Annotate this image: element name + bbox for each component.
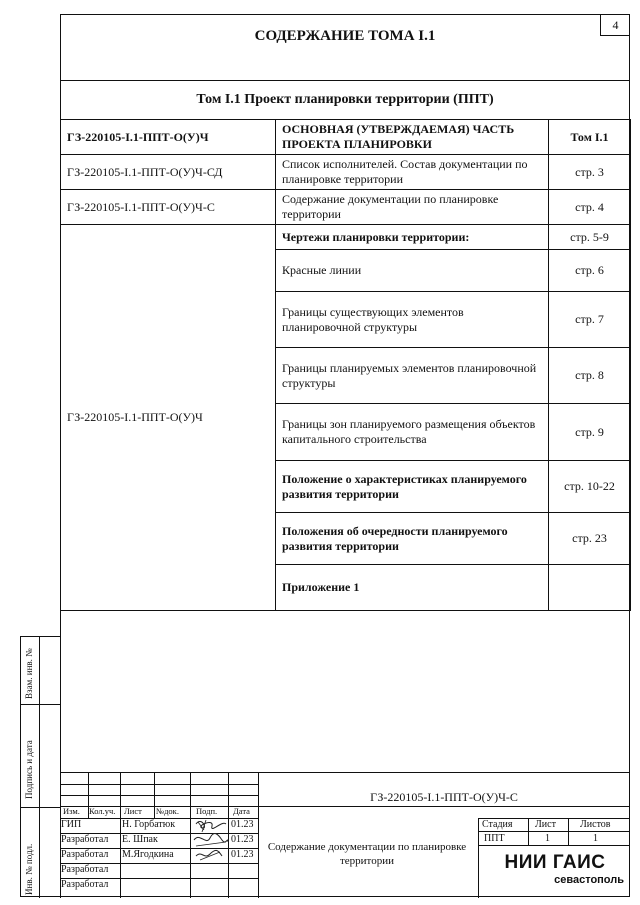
row-name: Красные линии bbox=[276, 250, 549, 292]
row-page: стр. 9 bbox=[549, 404, 631, 461]
row-name: Положение о характеристиках планируемого развития территории bbox=[276, 461, 549, 513]
tb-person: Н. Горбатюк bbox=[122, 819, 176, 830]
side-label-signature-date: Подпись и дата bbox=[24, 740, 34, 799]
row-page: стр. 23 bbox=[549, 513, 631, 565]
tb-role: Разработал bbox=[61, 864, 109, 875]
tb-header-kol: Кол.уч. bbox=[89, 806, 116, 816]
row-code: ГЗ-220105-I.1-ППТ-О(У)Ч-С bbox=[61, 190, 276, 225]
header-page: Том I.1 bbox=[549, 120, 631, 155]
header-name: ОСНОВНАЯ (УТВЕРЖДАЕМАЯ) ЧАСТЬ ПРОЕКТА ПЛАНИРОВКИ bbox=[276, 120, 549, 155]
document-title: СОДЕРЖАНИЕ ТОМА I.1 bbox=[254, 28, 436, 44]
row-page: стр. 8 bbox=[549, 348, 631, 404]
table-header-row bbox=[61, 120, 631, 155]
row-name: Чертежи планировки территории: bbox=[276, 225, 549, 250]
table-row bbox=[61, 225, 631, 250]
row-page: стр. 3 bbox=[549, 155, 631, 190]
row-name: Границы планируемых элементов планировочной структуры bbox=[276, 348, 549, 404]
contents-table bbox=[60, 119, 631, 611]
tb-header-list: Лист bbox=[124, 806, 142, 816]
tb-role: Разработал bbox=[61, 879, 109, 890]
tb-role: Разработал bbox=[61, 834, 109, 845]
group-code: ГЗ-220105-I.1-ППТ-О(У)Ч bbox=[61, 225, 276, 611]
divider bbox=[60, 80, 630, 81]
header-code: ГЗ-220105-I.1-ППТ-О(У)Ч bbox=[61, 120, 276, 155]
volume-title: Том I.1 Проект планировки территории (ППТ) bbox=[196, 92, 494, 107]
row-name: Содержание документации по планировке территории bbox=[276, 190, 549, 225]
tb-sheet-label: Лист bbox=[535, 819, 556, 830]
side-stamp bbox=[20, 636, 60, 897]
tb-date: 01.23 bbox=[231, 834, 254, 845]
row-page: стр. 7 bbox=[549, 292, 631, 348]
row-name: Границы существующих элементов планировочной структуры bbox=[276, 292, 549, 348]
signatures-icon bbox=[192, 816, 230, 864]
table-row bbox=[61, 155, 631, 190]
side-label-replaced-inv: Взам. инв. № bbox=[24, 648, 34, 699]
row-name: Список исполнителей. Состав документации по планировке территории bbox=[276, 155, 549, 190]
tb-sheets-label: Листов bbox=[580, 819, 611, 830]
tb-role: ГИП bbox=[61, 819, 82, 830]
tb-header-data: Дата bbox=[233, 806, 250, 816]
tb-stage-label: Стадия bbox=[482, 819, 513, 830]
tb-person: М.Ягодкина bbox=[122, 849, 174, 860]
row-name: Границы зон планируемого размещения объектов капитального строительства bbox=[276, 404, 549, 461]
side-label-original-inv: Инв. № подл. bbox=[24, 843, 34, 895]
tb-header-podp: Подп. bbox=[196, 806, 218, 816]
row-page: стр. 5-9 bbox=[549, 225, 631, 250]
row-page: стр. 4 bbox=[549, 190, 631, 225]
tb-header-izm: Изм. bbox=[63, 806, 80, 816]
org-logo-name: НИИ ГАИС bbox=[504, 852, 606, 873]
tb-person: Е. Шпак bbox=[122, 834, 158, 845]
tb-sheet-value: 1 bbox=[545, 833, 550, 844]
tb-stage-value: ППТ bbox=[484, 833, 505, 844]
row-page: стр. 6 bbox=[549, 250, 631, 292]
page-number: 4 bbox=[600, 14, 630, 36]
org-logo-city: севастополь bbox=[554, 874, 624, 886]
row-page: стр. 10-22 bbox=[549, 461, 631, 513]
table-row bbox=[61, 190, 631, 225]
tb-sheets-value: 1 bbox=[593, 833, 598, 844]
row-name: Положения об очередности планируемого развития территории bbox=[276, 513, 549, 565]
row-page bbox=[549, 565, 631, 611]
tb-date: 01.23 bbox=[231, 849, 254, 860]
tb-date: 01.23 bbox=[231, 819, 254, 830]
tb-document-code: ГЗ-220105-I.1-ППТ-О(У)Ч-С bbox=[370, 790, 518, 804]
row-name: Приложение 1 bbox=[276, 565, 549, 611]
row-code: ГЗ-220105-I.1-ППТ-О(У)Ч-СД bbox=[61, 155, 276, 190]
tb-document-name: Содержание документации по планировке территории bbox=[267, 841, 467, 867]
tb-role: Разработал bbox=[61, 849, 109, 860]
tb-header-ndok: №док. bbox=[156, 806, 179, 816]
